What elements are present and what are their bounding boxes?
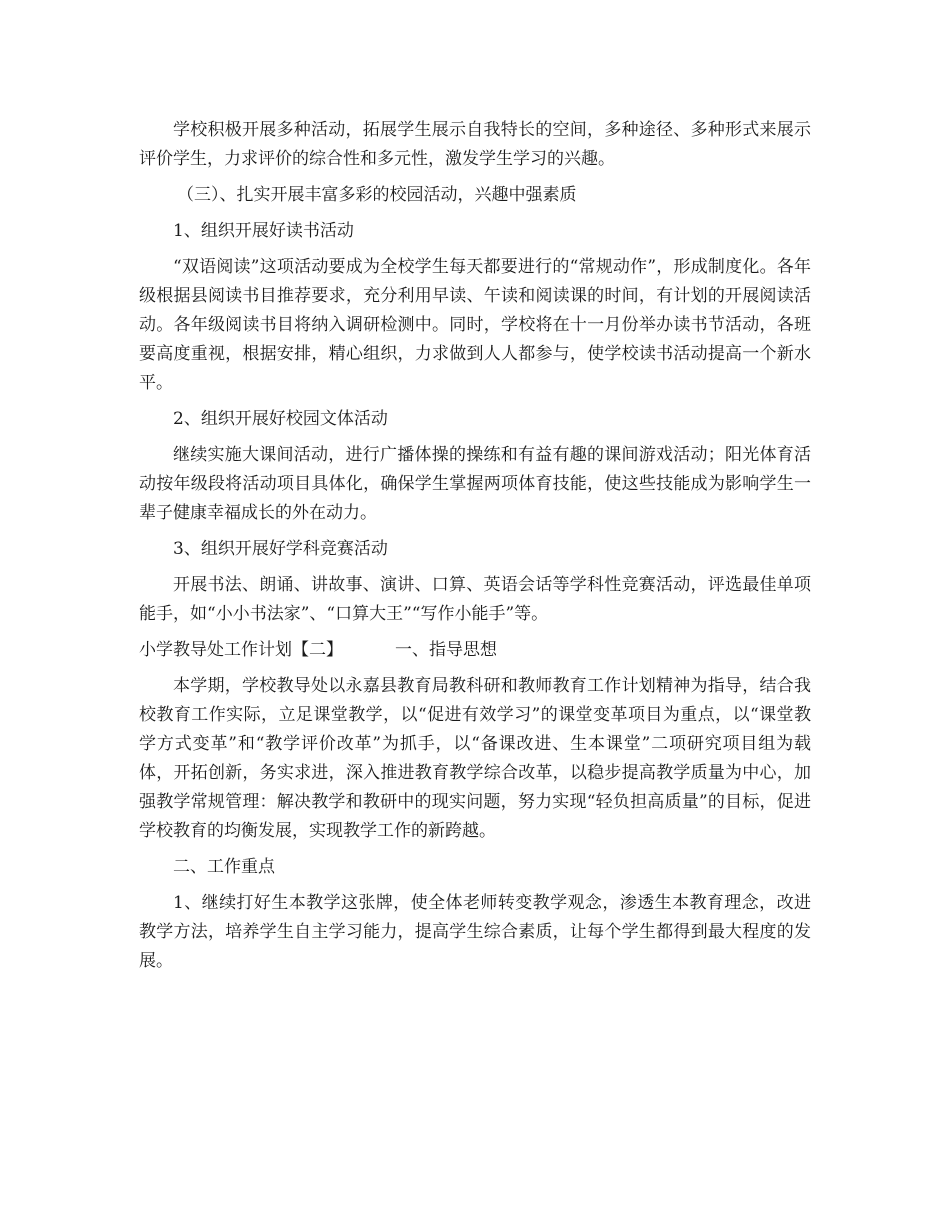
paragraph: 开展书法、朗诵、讲故事、演讲、口算、英语会话等学科性竞赛活动，评选最佳单项能手，如“小小书法家”、“口算大王”“写作小能手”等。 xyxy=(139,575,811,624)
paragraph: “双语阅读”这项活动要成为全校学生每天都要进行的“常规动作”，形成制度化。各年级根据县阅读书目推荐要求，充分利用早读、午读和阅读课的时间，有计划的开展阅读活动。各年级阅读书目将纳入调研检测中。同时，学校将在十一月份举办读书节活动，各班要高度重视，根据安排，精心组织，力求做到人人都参与，使学校读书活动提高一个新水平。 xyxy=(139,257,811,393)
work-focus-heading: 二、工作重点 xyxy=(173,857,275,877)
subheading-reading: 1、组织开展好读书活动 xyxy=(173,221,354,241)
section-heading-3: （三）、扎实开展丰富多彩的校园活动，兴趣中强素质 xyxy=(177,185,577,205)
paragraph: 本学期，学校教导处以永嘉县教育局教科研和教师教育工作计划精神为指导，结合我校教育工作实际，立足课堂教学，以“促进有效学习”的课堂变革项目为重点，以“课堂教学方式变革”和“教学评价改革”为抓手，以“备课改进、生本课堂”二项研究项目组为载体，开拓创新，务实求进，深入推进教育教学综合改革，以稳步提高教学质量为中心，加强教学常规管理：解决教学和教研中的现实问题，努力实现“轻负担高质量”的目标，促进学校教育的均衡发展，实现教学工作的新跨越。 xyxy=(139,676,811,841)
guiding-thought-heading: 一、指导思想 xyxy=(395,640,497,660)
subheading-contests: 3、组织开展好学科竞赛活动 xyxy=(173,539,388,559)
paragraph: 1、继续打好生本教学这张牌，使全体老师转变教学观念，渗透生本教育理念，改进教学方法，培养学生自主学习能力，提高学生综合素质，让每个学生都得到最大程度的发展。 xyxy=(139,893,811,971)
subheading-sports: 2、组织开展好校园文体活动 xyxy=(173,409,388,429)
document-body xyxy=(139,116,811,983)
plan-two-heading xyxy=(139,636,811,665)
plan-title: 小学教导处工作计划【二】 xyxy=(139,640,343,660)
paragraph: 学校积极开展多种活动，拓展学生展示自我特长的空间，多种途径、多种形式来展示评价学生，力求评价的综合性和多元性，激发学生学习的兴趣。 xyxy=(139,120,811,169)
paragraph: 继续实施大课间活动，进行广播体操的操练和有益有趣的课间游戏活动；阳光体育活动按年级段将活动项目具体化，确保学生掌握两项体育技能，使这些技能成为影响学生一辈子健康幸福成长的外在动力。 xyxy=(139,445,811,523)
